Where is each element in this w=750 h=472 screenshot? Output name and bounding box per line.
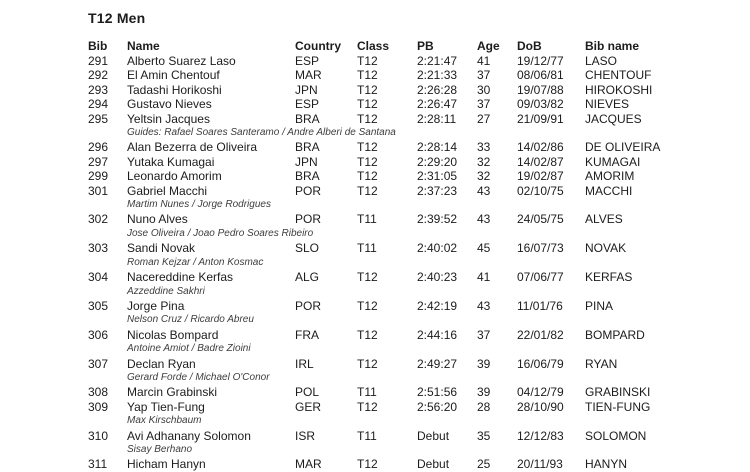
cell-bib_name: NOVAK [585, 241, 627, 256]
cell-pb: 2:42:19 [417, 298, 458, 313]
guide-names: Antoine Amiot / Badre Zioini [127, 343, 251, 355]
cell-bib_name: DE OLIVEIRA [585, 140, 661, 155]
cell-country: SLO [295, 241, 320, 256]
cell-name: Hicham Hanyn [127, 457, 206, 472]
cell-class: T11 [357, 241, 377, 256]
cell-bib: 303 [88, 241, 109, 256]
cell-pb: 2:31:05 [417, 169, 458, 184]
cell-bib: 293 [88, 82, 109, 97]
cell-name: Gustavo Nieves [127, 97, 212, 112]
cell-country: MAR [295, 68, 322, 83]
cell-country: POR [295, 212, 322, 227]
cell-country: ESP [295, 54, 320, 68]
guide-names: Azzeddine Sakhri [127, 285, 205, 297]
cell-pb: 2:26:28 [417, 82, 458, 97]
table-row [88, 400, 750, 414]
table-row [88, 299, 750, 313]
cell-dob: 08/06/81 [517, 68, 564, 83]
cell-bib: 306 [88, 327, 109, 342]
cell-bib_name: NIEVES [585, 97, 630, 112]
column-header-age: Age [477, 39, 500, 53]
table-row [88, 385, 750, 399]
cell-class: T12 [357, 457, 378, 472]
cell-age: 25 [477, 457, 491, 472]
cell-pb: 2:40:23 [417, 270, 458, 285]
table-row [88, 140, 750, 154]
cell-name: Marcin Grabinski [127, 385, 218, 400]
table-row [88, 54, 750, 68]
table-row [88, 155, 750, 169]
cell-age: 30 [477, 82, 491, 97]
cell-name: Sandi Novak [127, 241, 196, 256]
table-row [88, 270, 750, 284]
cell-name: Nacereddine Kerfas [127, 270, 234, 285]
cell-bib: 309 [88, 399, 109, 414]
cell-bib_name: GRABINSKI [585, 385, 651, 400]
guide-names: Sisay Berhano [127, 443, 193, 455]
cell-bib: 301 [88, 183, 109, 198]
cell-bib: 299 [88, 169, 109, 184]
cell-bib: 297 [88, 154, 109, 169]
cell-bib: 308 [88, 385, 109, 400]
cell-name: Declan Ryan [127, 356, 196, 371]
cell-name: Alberto Suarez Laso [127, 54, 236, 68]
cell-country: ESP [295, 97, 320, 112]
cell-age: 37 [477, 97, 491, 112]
cell-pb: 2:49:27 [417, 356, 458, 371]
cell-bib_name: PINA [585, 298, 614, 313]
cell-bib_name: BOMPARD [585, 327, 645, 342]
cell-age: 43 [477, 212, 491, 227]
cell-age: 32 [477, 154, 491, 169]
cell-class: T12 [357, 169, 378, 184]
cell-country: ALG [295, 270, 320, 285]
cell-country: ISR [295, 428, 316, 443]
cell-pb: 2:56:20 [417, 399, 458, 414]
cell-pb: 2:28:11 [417, 111, 457, 126]
table-row [88, 328, 750, 342]
cell-name: Nuno Alves [127, 212, 188, 227]
cell-country: BRA [295, 169, 320, 184]
cell-name: Alan Bezerra de Oliveira [127, 140, 258, 155]
cell-pb: 2:21:47 [417, 54, 458, 68]
column-header-bib: Bib [88, 39, 108, 53]
cell-dob: 19/12/77 [517, 54, 564, 68]
cell-age: 41 [477, 270, 491, 285]
table-row [88, 457, 750, 471]
cell-class: T12 [357, 54, 378, 68]
guide-names: Roman Kejzar / Anton Kosmac [127, 256, 264, 268]
cell-age: 39 [477, 356, 491, 371]
cell-dob: 22/01/82 [517, 327, 564, 342]
table-row [88, 68, 750, 82]
cell-age: 43 [477, 298, 491, 313]
cell-dob: 21/09/91 [517, 111, 564, 126]
cell-age: 45 [477, 241, 491, 256]
cell-name: Jorge Pina [127, 298, 185, 313]
table-row [88, 357, 750, 371]
cell-age: 27 [477, 111, 491, 126]
guide-names: Jose Oliveira / Joao Pedro Soares Ribeiro [127, 227, 314, 239]
cell-bib: 291 [88, 54, 109, 68]
table-row [88, 169, 750, 183]
cell-dob: 19/02/87 [517, 169, 564, 184]
cell-name: Gabriel Macchi [127, 183, 208, 198]
page-title: T12 Men [88, 10, 146, 26]
cell-age: 39 [477, 385, 491, 400]
cell-country: JPN [295, 154, 318, 169]
cell-age: 28 [477, 399, 491, 414]
cell-bib_name: ALVES [585, 212, 623, 227]
cell-bib_name: HIROKOSHI [585, 82, 653, 97]
table-row [88, 184, 750, 198]
cell-dob: 07/06/77 [517, 270, 564, 285]
cell-bib: 302 [88, 212, 109, 227]
cell-bib_name: MACCHI [585, 183, 633, 198]
cell-country: IRL [295, 356, 314, 371]
cell-class: T12 [357, 270, 378, 285]
cell-dob: 16/06/79 [517, 356, 564, 371]
cell-class: T11 [357, 212, 377, 227]
cell-dob: 19/07/88 [517, 82, 564, 97]
cell-bib: 307 [88, 356, 109, 371]
cell-age: 43 [477, 183, 491, 198]
cell-dob: 14/02/86 [517, 140, 564, 155]
cell-bib: 305 [88, 298, 109, 313]
cell-name: Leonardo Amorim [127, 169, 222, 184]
table-row [88, 83, 750, 97]
column-header-country: Country [295, 39, 341, 53]
cell-pb: 2:29:20 [417, 154, 458, 169]
cell-class: T12 [357, 68, 378, 83]
cell-name: Avi Adhanany Solomon [127, 428, 251, 443]
cell-age: 37 [477, 327, 491, 342]
cell-pb: 2:40:02 [417, 241, 458, 256]
cell-bib: 295 [88, 111, 109, 126]
cell-age: 37 [477, 68, 491, 83]
cell-country: POR [295, 183, 322, 198]
cell-bib_name: CHENTOUF [585, 68, 652, 83]
cell-class: T11 [357, 385, 377, 400]
cell-pb: 2:21:33 [417, 68, 458, 83]
cell-country: FRA [295, 327, 319, 342]
guide-names: Nelson Cruz / Ricardo Abreu [127, 314, 254, 326]
cell-dob: 28/10/90 [517, 399, 564, 414]
cell-name: Yutaka Kumagai [127, 154, 215, 169]
column-header-bib_name: Bib name [585, 39, 640, 53]
cell-bib: 310 [88, 428, 109, 443]
cell-class: T12 [357, 140, 378, 155]
column-header-name: Name [127, 39, 160, 53]
cell-bib_name: KERFAS [585, 270, 633, 285]
cell-age: 35 [477, 428, 491, 443]
cell-pb: Debut [417, 428, 450, 443]
column-header-class: Class [357, 39, 390, 53]
cell-country: POL [295, 385, 320, 400]
cell-dob: 12/12/83 [517, 428, 564, 443]
cell-country: GER [295, 399, 322, 414]
cell-bib: 294 [88, 97, 109, 112]
cell-pb: 2:44:16 [417, 327, 458, 342]
cell-dob: 11/01/76 [517, 298, 563, 313]
cell-pb: 2:39:52 [417, 212, 458, 227]
cell-dob: 14/02/87 [517, 154, 564, 169]
guide-names: Martim Nunes / Jorge Rodrigues [127, 199, 271, 211]
cell-bib: 304 [88, 270, 109, 285]
table-header-row [88, 39, 750, 54]
guide-names: Guides: Rafael Soares Santeramo / Andre Alberi de Santana [127, 127, 396, 139]
cell-country: JPN [295, 82, 318, 97]
table-row [88, 212, 750, 226]
cell-pb: 2:37:23 [417, 183, 458, 198]
cell-pb: 2:26:47 [417, 97, 458, 112]
cell-bib: 296 [88, 140, 109, 155]
cell-class: T12 [357, 111, 378, 126]
cell-bib_name: LASO [585, 54, 618, 68]
cell-bib_name: AMORIM [585, 169, 635, 184]
table-row [88, 241, 750, 255]
table-row [88, 429, 750, 443]
cell-name: Nicolas Bompard [127, 327, 219, 342]
cell-class: T12 [357, 97, 378, 112]
guide-names: Max Kirschbaum [127, 415, 202, 427]
column-header-pb: PB [417, 39, 434, 53]
table-body [88, 54, 750, 472]
cell-dob: 16/07/73 [517, 241, 564, 256]
guide-names: Gerard Forde / Michael O'Conor [127, 371, 270, 383]
cell-name: El Amin Chentouf [127, 68, 220, 83]
cell-dob: 20/11/93 [517, 457, 563, 472]
cell-age: 33 [477, 140, 491, 155]
cell-class: T12 [357, 82, 378, 97]
cell-class: T12 [357, 356, 378, 371]
cell-name: Tadashi Horikoshi [127, 82, 222, 97]
cell-bib_name: JACQUES [585, 111, 642, 126]
cell-dob: 02/10/75 [517, 183, 564, 198]
cell-class: T12 [357, 327, 378, 342]
cell-country: BRA [295, 111, 320, 126]
cell-bib: 292 [88, 68, 109, 83]
cell-bib_name: TIEN-FUNG [585, 399, 651, 414]
cell-age: 32 [477, 169, 491, 184]
cell-bib_name: HANYN [585, 457, 628, 472]
cell-class: T12 [357, 399, 378, 414]
cell-bib_name: SOLOMON [585, 428, 647, 443]
table-row [88, 97, 750, 111]
cell-name: Yeltsin Jacques [127, 111, 210, 126]
table-row [88, 112, 750, 126]
cell-pb: 2:28:14 [417, 140, 458, 155]
cell-bib_name: KUMAGAI [585, 154, 641, 169]
cell-dob: 04/12/79 [517, 385, 564, 400]
cell-country: BRA [295, 140, 320, 155]
cell-bib: 311 [88, 457, 108, 472]
column-header-dob: DoB [517, 39, 542, 53]
cell-name: Yap Tien-Fung [127, 399, 205, 414]
cell-class: T12 [357, 298, 378, 313]
cell-pb: Debut [417, 457, 450, 472]
cell-class: T12 [357, 183, 378, 198]
cell-dob: 09/03/82 [517, 97, 564, 112]
cell-dob: 24/05/75 [517, 212, 564, 227]
cell-pb: 2:51:56 [417, 385, 458, 400]
cell-class: T11 [357, 428, 377, 443]
cell-bib_name: RYAN [585, 356, 618, 371]
cell-class: T12 [357, 154, 378, 169]
cell-country: MAR [295, 457, 322, 472]
cell-age: 41 [477, 54, 491, 68]
cell-country: POR [295, 298, 322, 313]
